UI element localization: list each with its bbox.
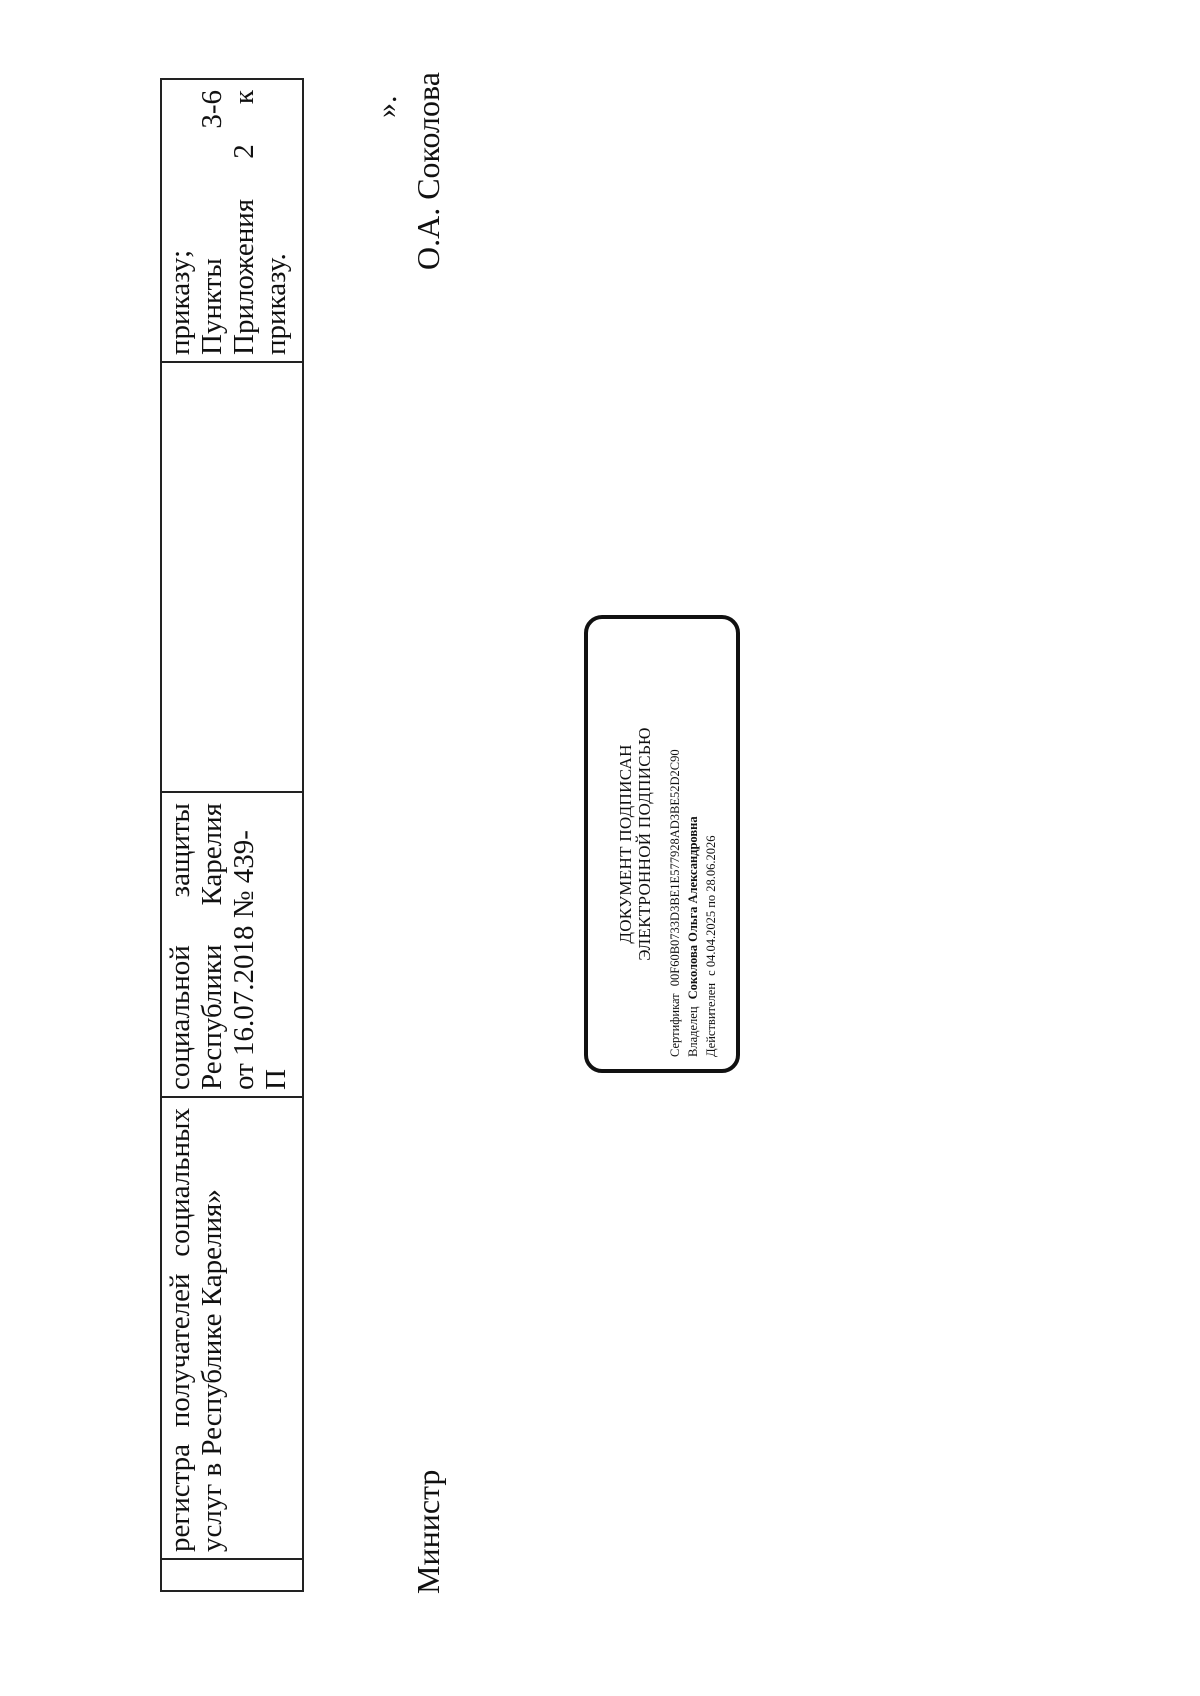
stamp-owner bbox=[684, 629, 702, 1057]
cell-line: Приложения 2 к bbox=[228, 90, 260, 355]
cell-line: от 16.07.2018 № 439- bbox=[228, 830, 260, 1090]
closing-quote: ». bbox=[370, 95, 403, 118]
table-cell-document-title bbox=[161, 1097, 303, 1559]
cell-line: П bbox=[260, 1069, 292, 1090]
electronic-signature-stamp bbox=[584, 615, 740, 1073]
owner-value: Соколова Ольга Александровна bbox=[686, 816, 700, 1000]
signer-position: Министр bbox=[410, 1469, 446, 1594]
table-row bbox=[161, 79, 303, 1591]
stamp-details bbox=[666, 629, 720, 1057]
cell-line: приказу; bbox=[164, 249, 196, 355]
valid-label: Действителен bbox=[704, 982, 718, 1057]
cell-line: социальной защиты bbox=[164, 803, 196, 1090]
stamp-title-line-2: ЭЛЕКТРОННОЙ ПОДПИСЬЮ bbox=[635, 727, 654, 961]
valid-value: с 04.04.2025 по 28.06.2026 bbox=[704, 835, 718, 976]
stamp-title-line-1: ДОКУМЕНТ ПОДПИСАН bbox=[616, 744, 635, 944]
certificate-label: Сертификат bbox=[668, 993, 682, 1057]
cell-line: Пункты 3-6 bbox=[196, 90, 228, 355]
certificate-value: 00F60B0733D3BE1E577928AD3BE52D2C90 bbox=[668, 749, 682, 987]
owner-label: Владелец bbox=[686, 1006, 700, 1057]
table-cell-issuing-authority bbox=[161, 792, 303, 1097]
cell-line: услуг в Республике Карелия» bbox=[196, 1189, 228, 1552]
signer-name: О.А. Соколова bbox=[410, 72, 446, 270]
table-cell-empty bbox=[161, 362, 303, 792]
cell-line: приказу. bbox=[260, 253, 292, 355]
document-table bbox=[160, 78, 304, 1592]
cell-line: регистра получателей социальных bbox=[164, 1108, 196, 1552]
table-cell-reference bbox=[161, 79, 303, 362]
stamp-validity bbox=[702, 629, 720, 1057]
table-cell-number bbox=[161, 1559, 303, 1591]
cell-line: Республики Карелия bbox=[196, 803, 228, 1090]
stamp-certificate bbox=[666, 629, 684, 1057]
